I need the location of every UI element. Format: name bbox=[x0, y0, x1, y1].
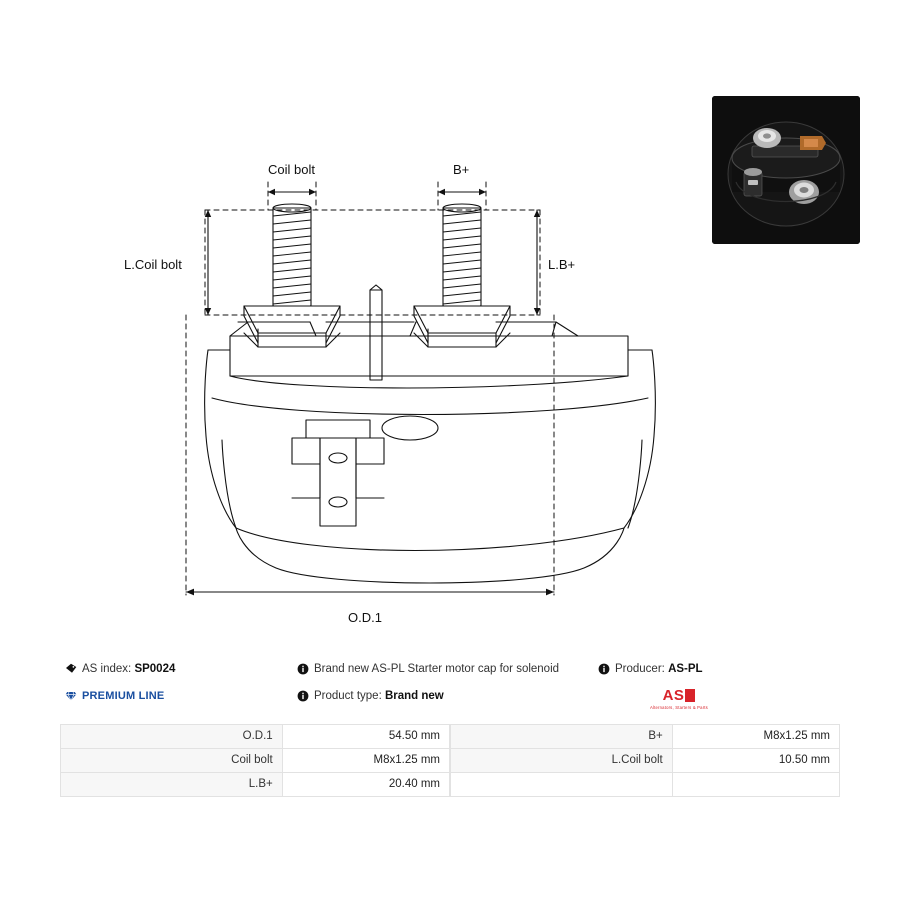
technical-drawing bbox=[120, 140, 680, 640]
product-photo[interactable] bbox=[712, 96, 860, 244]
spec-value: M8x1.25 mm bbox=[672, 725, 839, 749]
gem-icon bbox=[65, 690, 77, 702]
spec-value: M8x1.25 mm bbox=[282, 749, 449, 773]
info-column-index bbox=[65, 662, 295, 716]
info-icon bbox=[297, 663, 309, 675]
dim-label-l-coil-bolt: L.Coil bolt bbox=[124, 257, 182, 272]
producer-label: Producer: bbox=[615, 663, 665, 675]
dim-label-od1: O.D.1 bbox=[348, 610, 382, 625]
spec-key: O.D.1 bbox=[61, 725, 283, 749]
info-icon bbox=[297, 690, 309, 702]
spec-key: L.B+ bbox=[61, 773, 283, 797]
spec-table-right bbox=[450, 724, 840, 797]
drawing-svg bbox=[120, 140, 680, 640]
spec-table-left bbox=[60, 724, 450, 797]
dim-label-b-plus: B+ bbox=[453, 162, 470, 177]
info-column-producer bbox=[598, 662, 788, 689]
table-row bbox=[61, 725, 450, 749]
product-type-value: Brand new bbox=[384, 690, 444, 702]
product-photo-image bbox=[712, 96, 860, 244]
description-row bbox=[297, 662, 617, 676]
table-row bbox=[451, 749, 840, 773]
table-row bbox=[61, 749, 450, 773]
spec-key: L.Coil bolt bbox=[451, 749, 673, 773]
as-index-row bbox=[65, 662, 295, 676]
tag-icon bbox=[65, 663, 77, 675]
spec-value: 20.40 mm bbox=[282, 773, 449, 797]
product-type-row bbox=[297, 689, 617, 703]
spec-tables bbox=[60, 724, 840, 797]
spec-value bbox=[672, 773, 839, 797]
logo-text: AS bbox=[662, 687, 685, 704]
spec-key: B+ bbox=[451, 725, 673, 749]
premium-line-row bbox=[65, 689, 295, 703]
table-row-empty bbox=[451, 773, 840, 797]
as-index-label: AS index: bbox=[82, 663, 132, 675]
spec-key bbox=[451, 773, 673, 797]
product-type-label: Product type: bbox=[314, 690, 382, 702]
dim-label-coil-bolt: Coil bolt bbox=[268, 162, 315, 177]
logo-wordmark bbox=[644, 688, 714, 704]
spec-value: 10.50 mm bbox=[672, 749, 839, 773]
logo-tagline: Alternators, Starters & Parts bbox=[650, 705, 708, 710]
producer-row bbox=[598, 662, 788, 676]
as-index-text bbox=[82, 662, 175, 676]
info-column-description bbox=[297, 662, 617, 716]
info-icon bbox=[598, 663, 610, 675]
logo-bar bbox=[685, 689, 695, 702]
as-pl-logo bbox=[644, 688, 714, 710]
producer-value: AS-PL bbox=[668, 663, 703, 675]
premium-line-label: PREMIUM LINE bbox=[82, 690, 165, 702]
table-row bbox=[451, 725, 840, 749]
producer-text bbox=[615, 662, 703, 676]
dim-label-l-b-plus: L.B+ bbox=[548, 257, 576, 272]
table-row bbox=[61, 773, 450, 797]
spec-key: Coil bolt bbox=[61, 749, 283, 773]
product-info bbox=[60, 662, 840, 720]
description-text: Brand new AS-PL Starter motor cap for solenoid bbox=[314, 663, 560, 675]
spec-value: 54.50 mm bbox=[282, 725, 449, 749]
as-index-value: SP0024 bbox=[134, 663, 176, 675]
product-type-text bbox=[314, 689, 444, 703]
